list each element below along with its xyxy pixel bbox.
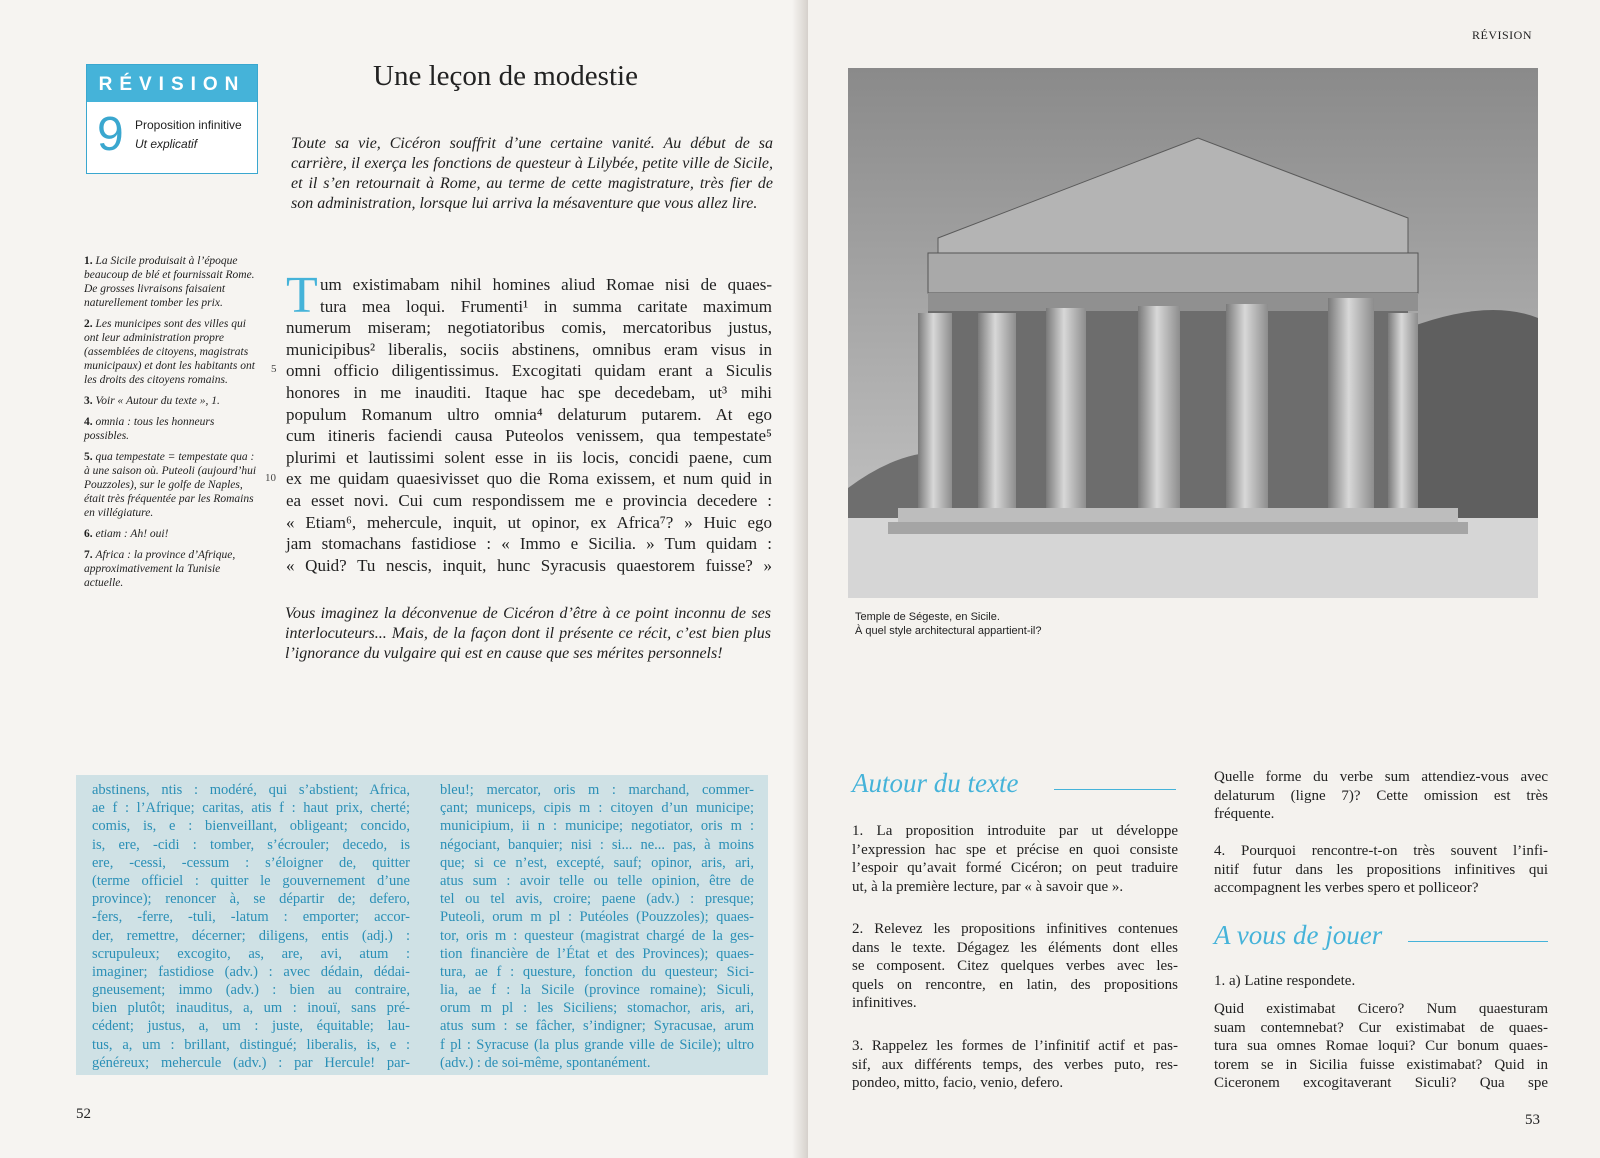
vocabulary-column-1 [92, 781, 410, 1072]
vocab-line: (terme officiel : quitter le gouvernement d’une [92, 872, 410, 889]
question-line: 2. Relevez les propositions infinitives contenues [852, 921, 1178, 937]
question-line: ut, à la première lecture, par « à savoir que ». [852, 878, 1124, 895]
question-line: infinitives. [852, 995, 917, 1011]
outro-paragraph: Vous imaginez la déconvenue de Cicéron d’être à ce point inconnu de ses interlocuteurs... Mais, de la façon dont il présente ce récit, c’est bien plus l’ignorance du vulgaire qui est en cause que ses mérites personnels! [285, 605, 771, 662]
vocab-line: tion financière de l’État et des Provinces); quaes- [440, 945, 754, 962]
latin-line: plurimi et lautissimi solent esse in iis locis, concidi paene, cum [286, 447, 772, 467]
page-number-left: 52 [76, 1106, 91, 1122]
vocab-line: tura, ae f : questure, fonction du questeur; Sici- [440, 963, 754, 980]
footnote: 6. etiam : Ah! oui! [84, 528, 169, 540]
photo-caption-line: À quel style architectural appartient-il? [855, 625, 1042, 637]
vocab-line: orum m pl : les Siciliens; stomachor, aris, ari, [440, 1000, 754, 1017]
vocab-line: (adv.) : de soi-même, spontanément. [440, 1054, 651, 1071]
footnote: 2. Les municipes sont des villes qui ont leur administration propre (assemblées de citoyens, magistrats municipaux) et dont les habitants ont les droits des citoyens romains. [84, 318, 255, 386]
vocab-line: cédent; justus, a, um : juste, équitable; lau- [92, 1018, 410, 1035]
latin-line: cum itineris faciendi causa Puteolos venissem, qua tempestate⁵ [286, 426, 772, 446]
footnote: 5. qua tempestate = tempestate qua : à une saison où. Puteoli (aujourd’hui Pouzzoles), sur le golfe de Naples, était très fréquentée par les Romains en villégiature. [84, 451, 257, 519]
vocab-line: atus sum : se fâcher, s’indigner; Syracusae, arum [440, 1018, 754, 1035]
section-rule [1408, 941, 1548, 942]
vocabulary-box [76, 775, 768, 1075]
temple-photo [848, 68, 1538, 598]
footnote: 3. Voir « Autour du texte », 1. [84, 395, 220, 407]
vocab-line: municipium, ii n : municipe; negotiator, oris m : [440, 818, 754, 835]
photo-caption [855, 610, 1041, 638]
question-line: Quelle forme du verbe sum attendiez-vous avec [1214, 769, 1548, 785]
question-line: 1. La proposition introduite par ut développe [852, 823, 1178, 839]
vocab-line: Puteoli, orum m pl : Putéoles (Pouzzoles); quaes- [440, 909, 754, 926]
line-number: 10 [265, 472, 276, 484]
question-line: se composent. Citez quelques verbes avec les- [852, 958, 1178, 974]
exercise-line: suam contemnebat? Cur existimabat de quaes- [1214, 1019, 1548, 1036]
page-number-right: 53 [1525, 1112, 1540, 1128]
question-line: pondeo, mitto, facio, venio, defero. [852, 1075, 1064, 1091]
exercise-line: tura sua omnes Romae loqui? Cur bonum quaes- [1214, 1038, 1548, 1054]
line-number: 5 [271, 363, 277, 375]
temple-of-segesta-image [848, 68, 1538, 598]
question-line: l’expression hac spe et précise en quoi consiste [852, 841, 1178, 858]
question-3-continued [1214, 768, 1548, 824]
vocab-line: çant; municeps, cipis m : citoyen d’un municipe; [440, 800, 754, 817]
vocab-line: -fers, -ferre, -tuli, -latum : emporter; accor- [92, 909, 410, 926]
vocab-line: f pl : Syracuse (la plus grande ville de Sicile); ultro [440, 1036, 754, 1053]
exercise-1 [1214, 1000, 1548, 1093]
vocab-line: der, remettre, décerner; diligens, entis (adj.) : [92, 927, 410, 944]
vocab-line: bleu!; mercator, oris m : marchand, commer- [440, 782, 754, 798]
vocabulary-column-2 [440, 781, 754, 1072]
question-line: dans le texte. Dégagez les éléments dont elles [852, 939, 1178, 956]
drop-cap: T [286, 267, 318, 324]
section-title-autour: Autour du texte [852, 768, 1019, 798]
question-line: accompagnent les verbes spero et polliceor? [1214, 880, 1479, 896]
footnote: 1. La Sicile produisait à l’époque beaucoup de blé et fournissait Rome. De grosses livraisons faisaient naturellement tomber les prix. [84, 255, 255, 309]
question-line: 3. Rappelez les formes de l’infinitif actif et pas- [852, 1038, 1178, 1054]
latin-line: omni officio diligentissimus. Excogitati quidam erant a Siculis [286, 361, 772, 381]
question-2 [852, 920, 1178, 1013]
vocab-line: ae f : l’Afrique; caritas, atis f : haut prix, cherté; [92, 800, 410, 817]
revision-box-title: RÉVISION [87, 65, 257, 102]
question-line: delaturum (ligne 7)? Cette omission est très [1214, 787, 1548, 804]
vocab-line: bien plutôt; inauditus, a, um : inouï, sans pré- [92, 1000, 410, 1017]
intro-paragraph: Toute sa vie, Cicéron souffrit d’une certaine vanité. Au début de sa carrière, il exerça les fonctions de questeur à Lilybée, petite ville de Sicile, et il s’en retournait à Rome, au terme de cette magistrature, très fier de son administration, lorsque lui arriva la mésaventure que vous allez lire. [291, 135, 773, 212]
temple-columns [918, 298, 1418, 513]
vocab-line: atus sum : avoir telle ou telle opinion, être de [440, 872, 754, 889]
question-line: 4. Pourquoi rencontre-t-on très souvent l’infi- [1214, 843, 1548, 859]
latin-line: tura mea loqui. Frumenti¹ in summa caritate maximum [320, 296, 772, 316]
vocab-line: que; si ce n’est, excepté, sauf; opinor, aris, ari, [440, 854, 754, 871]
vocab-line: scrupuleux; excogito, as, are, avi, atum : [92, 945, 410, 962]
latin-line: um existimabam nihil homines aliud Romae nisi de quaes- [320, 275, 772, 294]
question-4 [1214, 842, 1548, 898]
footnote: 4. omnia : tous les honneurs possibles. [84, 416, 215, 442]
vocab-line: généreux; mehercule (adv.) : par Hercule! par- [92, 1054, 410, 1071]
exercise-line: torem se in Sicilia fuisse existimabat? Quid in [1214, 1056, 1548, 1073]
section-rule [1054, 789, 1176, 790]
exercise-1-label: 1. a) Latine respondete. [1214, 973, 1356, 989]
vocab-line: is, ere, -cidi : tomber, s’écrouler; decedo, is [92, 836, 410, 853]
photo-caption-line: Temple de Ségeste, en Sicile. [855, 611, 1000, 623]
latin-line: « Quid? Tu nescis, inquit, hunc Syracusis quaestorem fuisse? » [286, 555, 772, 575]
latin-line: jam stomachans fastidiose : « Immo e Sicilia. » Tum quidam : [286, 534, 772, 554]
vocab-line: comis, is, e : bienveillant, obligeant; concido, [92, 818, 410, 835]
revision-topic-2: Ut explicatif [135, 137, 198, 151]
latin-line: municipibus² liberalis, sociis abstinens, omnibus eram visus in [286, 339, 772, 359]
vocab-line: imaginer; fastidiose (adv.) : avec dédain, dédai- [92, 963, 410, 980]
vocab-line: tel ou tel avis, croire; paene (adv.) : presque; [440, 891, 754, 908]
latin-line: « Etiam⁶, mehercule, inquit, ut opinor, ex Africa⁷? » Huic ego [286, 512, 772, 532]
question-line: quels on rencontre, en latin, des propositions [852, 976, 1178, 993]
question-line: fréquente. [1214, 806, 1275, 822]
latin-line: ea esset novi. Cui cum respondissem me e provincia decedere : [286, 490, 772, 510]
question-line: l’espoir qu’avait formé Cicéron; on peut traduire [852, 860, 1178, 876]
latin-line: populum Romanum ultro omnia⁴ delaturum putarem. At ego [286, 404, 772, 424]
page-title: Une leçon de modestie [373, 60, 638, 92]
latin-line: honores in me inauditi. Itaque hac spe decedebam, ut³ mihi [286, 382, 772, 402]
running-header: RÉVISION [1472, 28, 1532, 42]
revision-topic-1: Proposition infinitive [135, 118, 242, 132]
right-page [808, 0, 1600, 1158]
revision-number: 9 [97, 108, 124, 161]
question-line: nitif futur dans les propositions infinitives qui [1214, 861, 1548, 878]
vocab-line: tus, a, um : brillant, distingué; liberalis, is, e : [92, 1036, 410, 1053]
vocab-line: lia, ae f : la Sicile (province romaine); Siculi, [440, 982, 754, 999]
question-1 [852, 822, 1178, 896]
footnote: 7. Africa : la province d’Afrique, approximativement la Tunisie actuelle. [84, 549, 236, 589]
vocab-line: tor, oris m : questeur (magistrat chargé de la ges- [440, 927, 754, 944]
vocab-line: gneusement; immo (adv.) : bien au contraire, [92, 982, 410, 999]
vocab-line: ere, -cessi, -cessum : s’éloigner de, quitter [92, 854, 410, 871]
vocab-line: abstinens, ntis : modéré, qui s’abstient; Africa, [92, 782, 410, 798]
latin-line: numerum miseram; negotiatoribus comis, mercatoribus justus, [286, 318, 772, 338]
section-title-a-vous: A vous de jouer [1214, 920, 1383, 950]
exercise-line: Quid existimabat Cicero? Num quaesturam [1214, 1001, 1548, 1017]
exercise-line: Ciceronem excogitaverant Siculi? Qua spe [1214, 1075, 1548, 1091]
vocab-line: négociant, banquier; nisi : si... ne... pas, à moins [440, 836, 754, 853]
vocab-line: province); renoncer à, se départir de; defero, [92, 891, 410, 908]
latin-text [286, 267, 772, 576]
footnotes [84, 254, 260, 597]
latin-line: ex me quidam quaesivisset quo die Roma exissem, et num quid in [286, 469, 772, 489]
question-line: sif, aux différents temps, des verbes puto, res- [852, 1056, 1178, 1073]
revision-box [86, 64, 258, 174]
question-3 [852, 1037, 1178, 1093]
